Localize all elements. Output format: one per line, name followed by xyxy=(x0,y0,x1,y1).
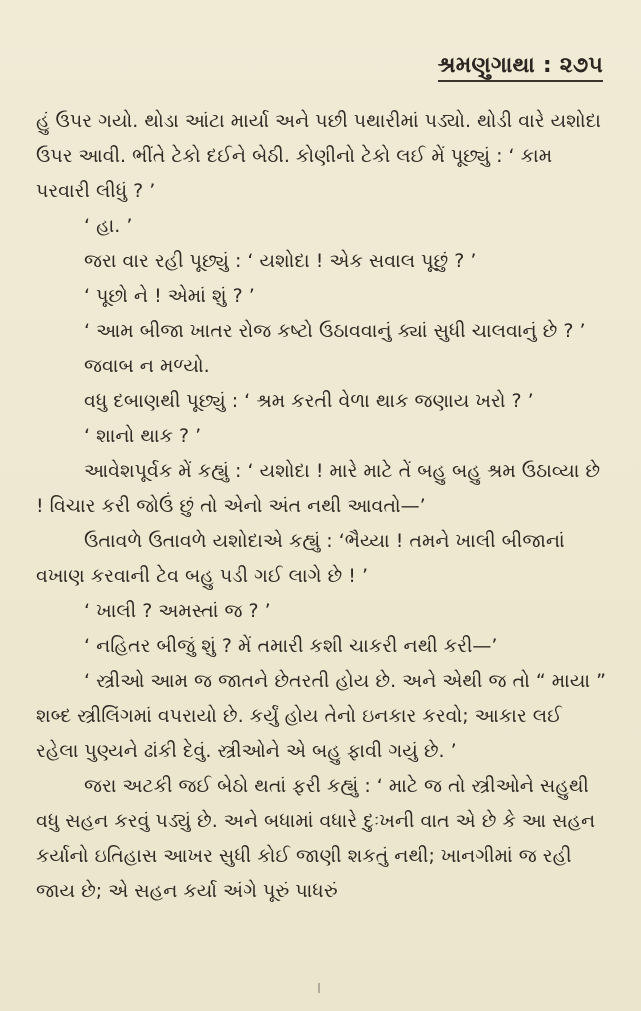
paragraph-12: ‘ નહિતર બીજું શું ? મેં તમારી કશી ચાકરી નથી કરી—’ xyxy=(84,635,498,657)
paragraph-13: ‘ સ્ત્રીઓ આમ જ જાતને છેતરતી હોય છે. અને એથી જ તો “ માયા ” શબ્દ સ્ત્રીલિંગમાં વપરાયો છે. કર્યું હોય તેનો ઇનકાર કરવો; આકાર લઈ રહેલા પુણ્યને ઢાંકી દેવું. સ્ત્રીઓને એ બહુ ફાવી ગયું છે. ’ xyxy=(36,670,606,762)
paragraph-11: ‘ ખાલી ? અમસ્તાં જ ? ’ xyxy=(84,600,271,622)
paragraph-14: જરા અટકી જઈ બેઠો થતાં ફરી કહ્યું : ‘ માટે જ તો સ્ત્રીઓને સહુથી વધુ સહન કરવું પડ્યું છે. અને બધામાં વધારે દુઃખની વાત એ છે કે આ સહન કર્યાનો ઇતિહાસ આખર સુધી કોઈ જાણી શકતું નથી; ખાનગીમાં જ રહી જાય છે; એ સહન કર્યા અંગે પૂરું પાધરું xyxy=(36,775,596,902)
paragraph-1: હું ઉપર ગયો. થોડા આંટા માર્યા અને પછી પથારીમાં પડ્યો. થોડી વારે યશોદા ઉપર આવી. ભીંતે ટેકો દઈને બેઠી. કોણીનો ટેકો લઈ મેં પૂછ્યું : ‘ કામ પરવારી લીધું ? ’ xyxy=(36,110,601,202)
paragraph-5: ‘ આમ બીજા ખાતર રોજ કષ્ટો ઉઠાવવાનું ક્યાં સુધી ચાલવાનું છે ? ’ xyxy=(84,320,586,342)
running-header: શ્રમણુગાથા : ૨૭૫ xyxy=(438,54,603,82)
paragraph-3: જરા વાર રહી પૂછ્યું : ‘ યશોદા ! એક સવાલ પૂછું ? ’ xyxy=(84,250,477,272)
paragraph-10: ઉતાવળે ઉતાવળે યશોદાએ કહ્યું : ‘ભૈય્યા ! તમને ખાલી બીજાનાં વખાણ કરવાની ટેવ બહુ પડી ગઈ લાગે છે ! ’ xyxy=(36,530,565,587)
paragraph-8: ‘ શાનો થાક ? ’ xyxy=(84,425,202,447)
page-header xyxy=(36,36,607,82)
paragraph-7: વધુ દબાણથી પૂછ્યું : ‘ શ્રમ કરતી વેળા થાક જણાય ખરો ? ’ xyxy=(84,390,534,412)
paragraph-2: ‘ હા. ’ xyxy=(84,215,133,237)
page-body xyxy=(36,104,607,909)
paragraph-9: આવેશપૂર્વક મેં કહ્યું : ‘ યશોદા ! મારે માટે તેં બહુ બહુ શ્રમ ઉઠાવ્યા છે ! વિચાર કરી જોઉં છું તો એનો અંત નથી આવતો—’ xyxy=(36,460,601,517)
paragraph-4: ‘ પૂછો ને ! એમાં શું ? ’ xyxy=(84,285,255,307)
paragraph-6: જવાબ ન મળ્યો. xyxy=(84,355,210,377)
page-mark xyxy=(318,983,320,993)
